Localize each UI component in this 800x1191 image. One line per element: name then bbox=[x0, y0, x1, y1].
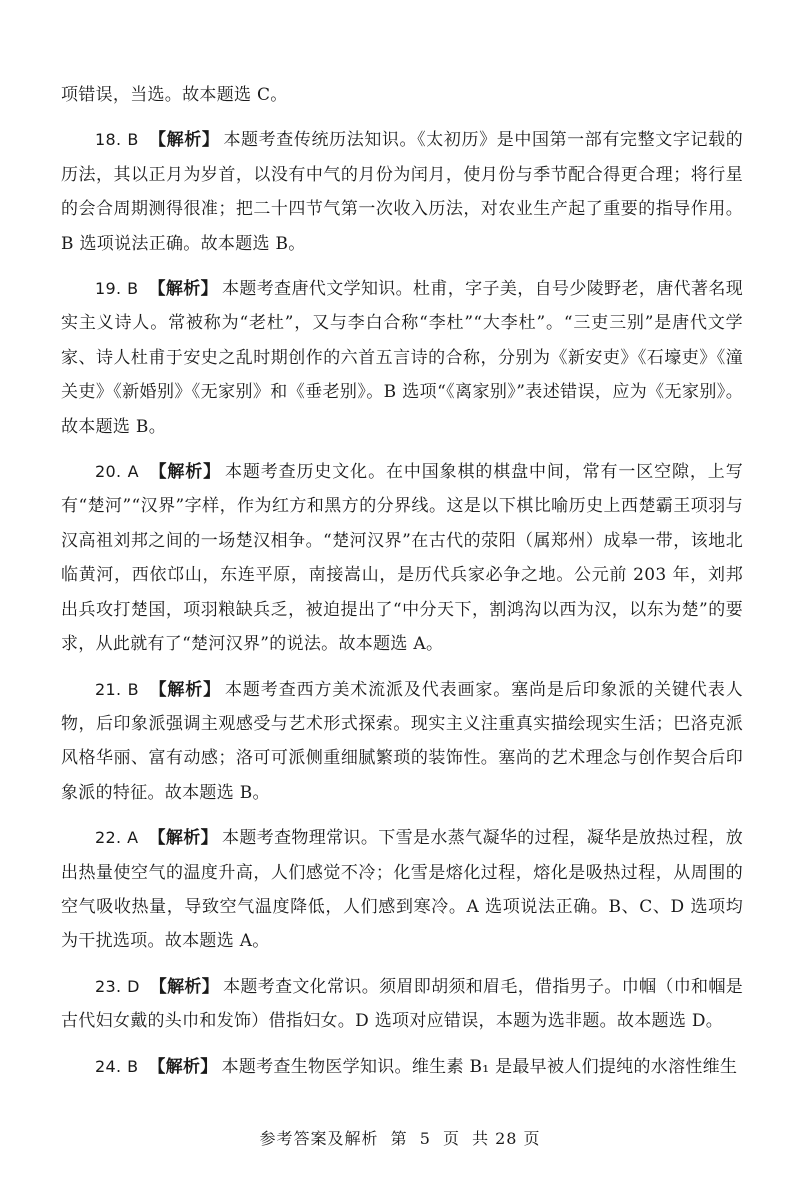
answer-letter: A bbox=[127, 462, 139, 482]
answer-paragraph-23 bbox=[61, 970, 743, 1039]
answer-letter: B bbox=[127, 1056, 139, 1076]
question-number: 20. bbox=[95, 462, 122, 482]
analysis-tag: 【解析】 bbox=[148, 462, 222, 483]
paragraph-text: 本题考查文化常识。须眉即胡须和眉毛，借指男子。巾帼（巾和帼是古代妇女戴的头巾和发饰）借指妇女。D 选项对应错误，本题为选非题。故本题选 D。 bbox=[61, 976, 743, 1032]
answer-paragraph-22 bbox=[61, 821, 743, 959]
analysis-tag: 【解析】 bbox=[148, 279, 218, 300]
question-number: 19. bbox=[95, 279, 122, 299]
answer-letter: B bbox=[127, 679, 139, 699]
footer-total-suffix: 页 bbox=[523, 1129, 541, 1148]
answer-paragraph-21 bbox=[61, 673, 743, 811]
question-number: 21. bbox=[95, 679, 122, 699]
answer-letter: A bbox=[127, 828, 139, 848]
footer-page-suffix: 页 bbox=[443, 1129, 461, 1148]
question-number: 24. bbox=[95, 1056, 122, 1076]
question-number: 18. bbox=[95, 130, 122, 150]
footer-total-prefix: 共 bbox=[472, 1129, 490, 1148]
paragraph-text: 本题考查传统历法知识。《太初历》是中国第一部有完整文字记载的历法，其以正月为岁首，以没有中气的月份为闰月，使月份与季节配合得更合理；将行星的会合周期测得很准；把二十四节气第一次收入历法，对农业生产起了重要的指导作用。B 选项说法正确。故本题选 B。 bbox=[61, 130, 743, 254]
answer-letter: B bbox=[127, 130, 139, 150]
question-number: 23. bbox=[95, 976, 122, 996]
footer-page-number: 5 bbox=[419, 1129, 431, 1148]
analysis-tag: 【解析】 bbox=[148, 828, 218, 849]
paragraph-text: 本题考查西方美术流派及代表画家。塞尚是后印象派的关键代表人物，后印象派强调主观感受与艺术形式探索。现实主义注重真实描绘现实生活；巴洛克派风格华丽、富有动感；洛可可派侧重细腻繁琐的装饰性。塞尚的艺术理念与创作契合后印象派的特征。故本题选 B。 bbox=[61, 679, 743, 803]
answer-paragraph-18 bbox=[61, 123, 743, 261]
page-footer bbox=[0, 1126, 800, 1149]
question-number: 22. bbox=[95, 828, 122, 848]
answer-content bbox=[61, 78, 743, 1095]
analysis-tag: 【解析】 bbox=[149, 976, 220, 997]
footer-title: 参考答案及解析 bbox=[259, 1129, 379, 1148]
answer-paragraph-19 bbox=[61, 272, 743, 444]
paragraph-text: 本题考查历史文化。在中国象棋的棋盘中间，常有一区空隙，上写有“楚河”“汉界”字样，作为红方和黑方的分界线。这是以下棋比喻历史上西楚霸王项羽与汉高祖刘邦之间的一场楚汉相争。“楚河汉界”在古代的荥阳（属郑州）成皋一带，该地北临黄河，西依邙山，东连平原，南接嵩山，是历代兵家必争之地。公元前 203 年，刘邦出兵攻打楚国，项羽粮缺兵乏，被迫提出了“中分天下，割鸿沟以西为汉，以东为楚”的要求，从此就有了“楚河汉界”的说法。故本题选 A。 bbox=[61, 462, 743, 655]
footer-page-prefix: 第 bbox=[390, 1129, 408, 1148]
footer-total-pages: 28 bbox=[495, 1129, 518, 1148]
analysis-tag: 【解析】 bbox=[148, 1056, 218, 1077]
answer-letter: B bbox=[127, 279, 139, 299]
analysis-tag: 【解析】 bbox=[148, 679, 222, 700]
paragraph-text: 项错误，当选。故本题选 C。 bbox=[61, 85, 288, 105]
paragraph-text: 本题考查唐代文学知识。杜甫，字子美，自号少陵野老，唐代著名现实主义诗人。常被称为“老杜”，又与李白合称“李杜”“大李杜”。“三吏三别”是唐代文学家、诗人杜甫于安史之乱时期创作的六首五言诗的合称，分别为《新安吏》《石壕吏》《潼关吏》《新婚别》《无家别》和《垂老别》。B 选项“《离家别》”表述错误，应为《无家别》。故本题选 B。 bbox=[61, 279, 744, 437]
paragraph-text: 本题考查生物医学知识。维生素 B₁ 是最早被人们提纯的水溶性维生 bbox=[221, 1056, 738, 1077]
paragraph-continuation bbox=[61, 78, 743, 112]
answer-paragraph-24 bbox=[61, 1050, 743, 1084]
paragraph-text: 本题考查物理常识。下雪是水蒸气凝华的过程，凝华是放热过程，放出热量使空气的温度升高，人们感觉不冷；化雪是熔化过程，熔化是吸热过程，从周围的空气吸收热量，导致空气温度降低，人们感到寒冷。A 选项说法正确。B、C、D 选项均为干扰选项。故本题选 A。 bbox=[61, 828, 743, 952]
analysis-tag: 【解析】 bbox=[148, 130, 220, 151]
answer-paragraph-20 bbox=[61, 455, 743, 661]
answer-letter: D bbox=[127, 976, 140, 996]
